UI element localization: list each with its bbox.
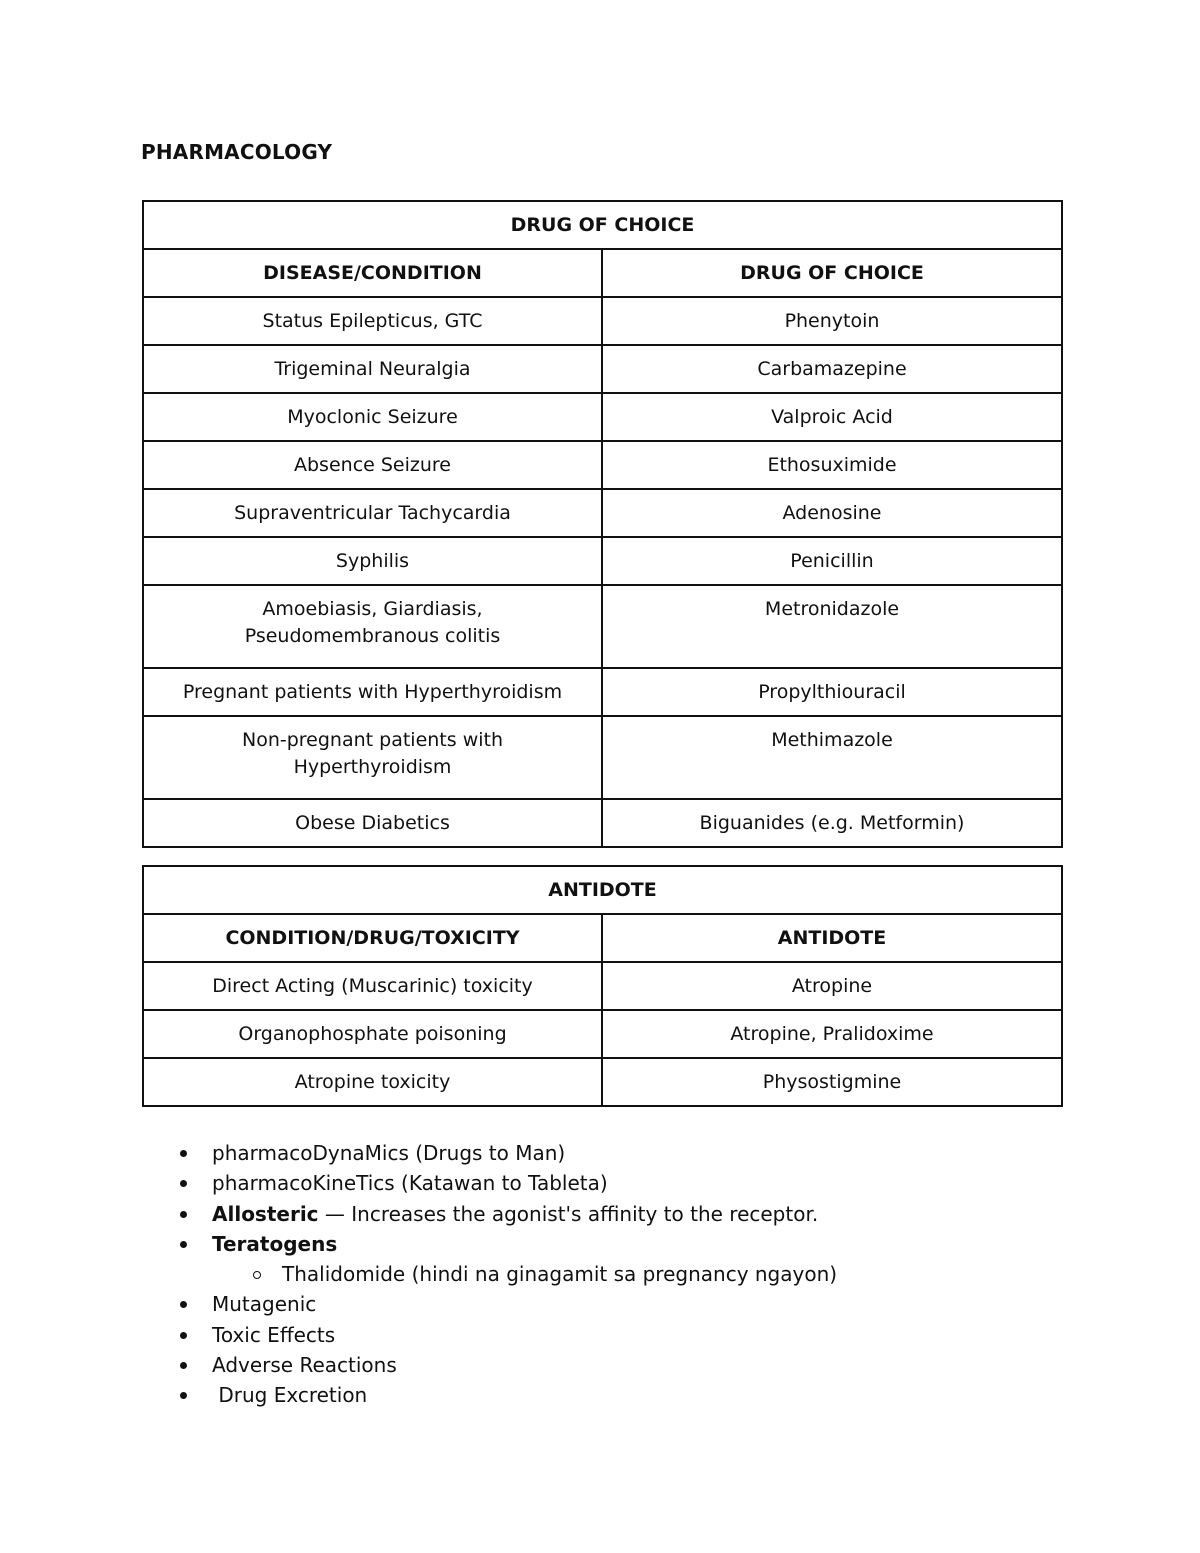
table-caption: DRUG OF CHOICE <box>143 201 1062 249</box>
condition-line: Pseudomembranous colitis <box>244 625 501 647</box>
table-caption-row <box>143 201 1062 249</box>
table-row <box>143 962 1062 1010</box>
column-header-condition: CONDITION/DRUG/TOXICITY <box>143 914 602 962</box>
condition-cell <box>143 585 602 668</box>
bullet-icon <box>180 1301 187 1308</box>
condition-cell: Myoclonic Seizure <box>143 393 602 441</box>
bullet-icon <box>180 1241 187 1248</box>
condition-cell: Atropine toxicity <box>143 1058 602 1106</box>
note-term: Allosteric <box>212 1201 319 1226</box>
drug-cell: Valproic Acid <box>602 393 1062 441</box>
list-item <box>180 1289 837 1319</box>
sub-list-item <box>180 1259 837 1289</box>
note-text: pharmacoDynaMics (Drugs to Man) <box>212 1141 566 1165</box>
list-item <box>180 1168 837 1198</box>
condition-cell: Obese Diabetics <box>143 799 602 847</box>
bullet-icon <box>180 1211 187 1218</box>
condition-cell: Status Epilepticus, GTC <box>143 297 602 345</box>
condition-cell: Trigeminal Neuralgia <box>143 345 602 393</box>
drug-cell: Metronidazole <box>602 585 1062 668</box>
table-caption-row <box>143 866 1062 914</box>
table-row <box>143 799 1062 847</box>
condition-cell: Supraventricular Tachycardia <box>143 489 602 537</box>
table-row <box>143 585 1062 668</box>
condition-cell <box>143 716 602 799</box>
table-row <box>143 716 1062 799</box>
bullet-icon <box>180 1332 187 1339</box>
table-row <box>143 345 1062 393</box>
drug-cell: Ethosuximide <box>602 441 1062 489</box>
column-header-antidote: ANTIDOTE <box>602 914 1062 962</box>
page-title: PHARMACOLOGY <box>141 140 333 164</box>
drug-cell: Biguanides (e.g. Metformin) <box>602 799 1062 847</box>
drug-cell: Penicillin <box>602 537 1062 585</box>
table-header-row <box>143 249 1062 297</box>
drug-cell: Carbamazepine <box>602 345 1062 393</box>
list-item <box>180 1138 837 1168</box>
drug-cell: Methimazole <box>602 716 1062 799</box>
note-text: Thalidomide (hindi na ginagamit sa pregnancy ngayon) <box>282 1262 838 1287</box>
condition-cell: Direct Acting (Muscarinic) toxicity <box>143 962 602 1010</box>
note-text: Toxic Effects <box>212 1322 336 1347</box>
column-header-condition: DISEASE/CONDITION <box>143 249 602 297</box>
table-row <box>143 441 1062 489</box>
note-text: Adverse Reactions <box>212 1353 397 1378</box>
condition-line: Hyperthyroidism <box>293 756 452 778</box>
table-row <box>143 393 1062 441</box>
note-text: — Increases the agonist's affinity to the receptor. <box>318 1201 819 1226</box>
bullet-icon <box>180 1392 187 1399</box>
list-item <box>180 1199 837 1229</box>
table-header-row <box>143 914 1062 962</box>
drug-of-choice-table <box>142 200 1063 848</box>
table-row <box>143 489 1062 537</box>
note-term: Teratogens <box>212 1231 338 1256</box>
condition-cell: Syphilis <box>143 537 602 585</box>
condition-cell: Pregnant patients with Hyperthyroidism <box>143 668 602 716</box>
drug-cell: Propylthiouracil <box>602 668 1062 716</box>
list-item <box>180 1380 837 1410</box>
table-row <box>143 1010 1062 1058</box>
note-text: Drug Excretion <box>212 1383 368 1408</box>
note-text: pharmacoKineTics (Katawan to Tableta) <box>212 1171 608 1196</box>
condition-line: Amoebiasis, Giardiasis, <box>262 598 483 620</box>
table-caption: ANTIDOTE <box>143 866 1062 914</box>
note-text: Mutagenic <box>212 1292 317 1317</box>
antidote-table <box>142 865 1063 1107</box>
condition-line: Non-pregnant patients with <box>241 729 504 751</box>
table-row <box>143 668 1062 716</box>
list-item <box>180 1229 837 1259</box>
hollow-bullet-icon <box>253 1271 261 1279</box>
column-header-drug: DRUG OF CHOICE <box>602 249 1062 297</box>
list-item <box>180 1350 837 1380</box>
notes-list <box>180 1138 837 1411</box>
table-row <box>143 1058 1062 1106</box>
antidote-cell: Atropine, Pralidoxime <box>602 1010 1062 1058</box>
bullet-icon <box>180 1362 187 1369</box>
drug-cell: Phenytoin <box>602 297 1062 345</box>
bullet-icon <box>180 1150 187 1157</box>
table-row <box>143 297 1062 345</box>
drug-cell: Adenosine <box>602 489 1062 537</box>
condition-cell: Absence Seizure <box>143 441 602 489</box>
condition-cell: Organophosphate poisoning <box>143 1010 602 1058</box>
antidote-cell: Atropine <box>602 962 1062 1010</box>
list-item <box>180 1320 837 1350</box>
antidote-cell: Physostigmine <box>602 1058 1062 1106</box>
table-row <box>143 537 1062 585</box>
bullet-icon <box>180 1180 187 1187</box>
